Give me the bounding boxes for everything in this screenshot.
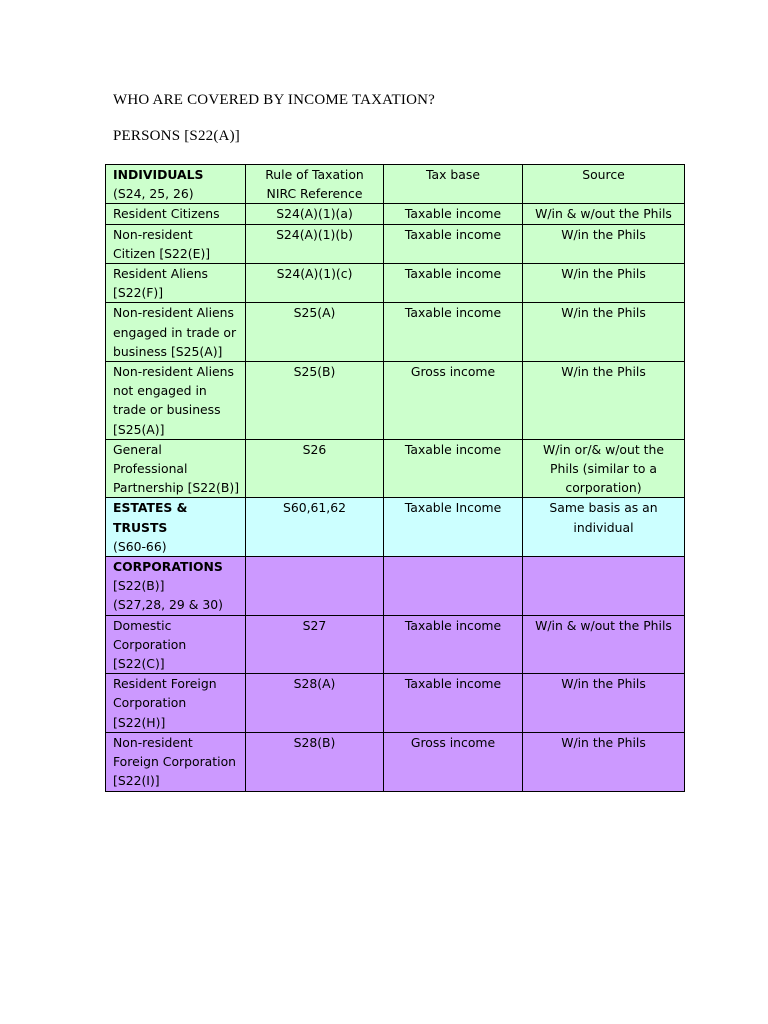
header-category-title: INDIVIDUALS: [113, 167, 204, 182]
taxpayer-line: trade or business: [113, 402, 221, 418]
cell-source: [523, 557, 685, 616]
taxpayer-line: [S22(I)]: [113, 773, 160, 789]
header-category: [106, 165, 246, 204]
header-category-ref: (S24, 25, 26): [113, 186, 194, 202]
cell-rule-reference: S28(B): [246, 732, 384, 791]
source-line: W/in & w/out the Phils: [535, 206, 672, 222]
taxpayer-line: Non-resident: [113, 226, 193, 242]
cell-tax-base: Taxable income: [384, 303, 523, 362]
taxpayer-line: Non-resident: [113, 734, 193, 750]
source-line: W/in the Phils: [561, 364, 646, 380]
cell-tax-base: Gross income: [384, 362, 523, 440]
cell-source: [523, 732, 685, 791]
taxpayer-line: engaged in trade or: [113, 324, 237, 340]
cell-taxpayer: [106, 674, 246, 733]
source-line: W/in the Phils: [561, 676, 646, 692]
source-line: individual: [573, 519, 634, 535]
cell-source: [523, 439, 685, 498]
cell-taxpayer: [106, 439, 246, 498]
source-line: W/in the Phils: [561, 266, 646, 282]
cell-source: [523, 498, 685, 557]
taxpayer-line: Resident Citizens: [113, 206, 220, 222]
taxpayer-line: Non-resident Aliens: [113, 305, 234, 321]
cell-rule-reference: S28(A): [246, 674, 384, 733]
cell-taxpayer: [106, 204, 246, 224]
cell-taxpayer: [106, 498, 246, 557]
source-line: W/in or/& w/out the: [543, 441, 664, 457]
taxation-table: [105, 164, 685, 792]
cell-taxpayer: [106, 362, 246, 440]
cell-tax-base: Taxable income: [384, 615, 523, 674]
taxpayer-line: General: [113, 441, 162, 457]
taxpayer-category-title: ESTATES & TRUSTS: [113, 500, 188, 535]
cell-rule-reference: S27: [246, 615, 384, 674]
cell-source: [523, 224, 685, 263]
cell-source: [523, 615, 685, 674]
taxpayer-line: [S22(F)]: [113, 285, 164, 301]
table-row: [106, 204, 685, 224]
taxpayer-line: (S27,28, 29 & 30): [113, 597, 223, 613]
source-line: Phils (similar to a: [550, 461, 657, 477]
taxpayer-line: Foreign Corporation: [113, 754, 237, 770]
table-row: [106, 557, 685, 616]
cell-taxpayer: [106, 615, 246, 674]
taxpayer-line: not engaged in: [113, 383, 207, 399]
cell-tax-base: Taxable Income: [384, 498, 523, 557]
header-rule-line1: Rule of Taxation: [265, 167, 364, 182]
cell-source: [523, 362, 685, 440]
table-row: [106, 264, 685, 303]
cell-source: [523, 264, 685, 303]
taxpayer-line: Corporation: [113, 695, 187, 711]
cell-tax-base: Gross income: [384, 732, 523, 791]
table-row: [106, 498, 685, 557]
taxpayer-line: Domestic: [113, 617, 172, 633]
header-tax-base: Tax base: [384, 165, 523, 204]
table-row: [106, 439, 685, 498]
cell-tax-base: [384, 557, 523, 616]
source-line: W/in the Phils: [561, 734, 646, 750]
taxpayer-line: Corporation: [113, 636, 187, 652]
source-line: Same basis as an: [549, 500, 658, 516]
section-subtitle: PERSONS [S22(A)]: [113, 128, 240, 144]
cell-taxpayer: [106, 224, 246, 263]
header-rule: [246, 165, 384, 204]
cell-rule-reference: [246, 557, 384, 616]
taxpayer-line: Resident Foreign: [113, 676, 217, 692]
cell-taxpayer: [106, 264, 246, 303]
taxpayer-line: [S22(H)]: [113, 714, 166, 730]
header-source: Source: [523, 165, 685, 204]
cell-source: [523, 204, 685, 224]
table-row: [106, 224, 685, 263]
cell-taxpayer: [106, 732, 246, 791]
header-rule-line2: NIRC Reference: [266, 186, 363, 202]
taxpayer-line: business [S25(A)]: [113, 343, 223, 359]
table-header-row: [106, 165, 685, 204]
cell-tax-base: Taxable income: [384, 264, 523, 303]
source-line: W/in & w/out the Phils: [535, 617, 672, 633]
cell-rule-reference: S25(A): [246, 303, 384, 362]
cell-rule-reference: S60,61,62: [246, 498, 384, 557]
cell-tax-base: Taxable income: [384, 204, 523, 224]
source-line: W/in the Phils: [561, 305, 646, 321]
taxpayer-line: (S60-66): [113, 538, 167, 554]
cell-source: [523, 674, 685, 733]
cell-rule-reference: S26: [246, 439, 384, 498]
taxpayer-line: Professional: [113, 461, 188, 477]
source-line: corporation): [565, 480, 642, 496]
taxpayer-line: Citizen [S22(E)]: [113, 245, 211, 261]
cell-rule-reference: S24(A)(1)(a): [246, 204, 384, 224]
cell-taxpayer: [106, 303, 246, 362]
taxpayer-line: Non-resident Aliens: [113, 364, 234, 380]
source-line: W/in the Phils: [561, 226, 646, 242]
cell-rule-reference: S25(B): [246, 362, 384, 440]
table-row: [106, 362, 685, 440]
cell-source: [523, 303, 685, 362]
cell-rule-reference: S24(A)(1)(b): [246, 224, 384, 263]
cell-taxpayer: [106, 557, 246, 616]
table-row: [106, 615, 685, 674]
taxpayer-line: [S22(B)]: [113, 578, 165, 594]
taxpayer-line: Resident Aliens: [113, 266, 209, 282]
cell-tax-base: Taxable income: [384, 224, 523, 263]
table-row: [106, 674, 685, 733]
table-row: [106, 303, 685, 362]
taxpayer-line: Partnership [S22(B)]: [113, 480, 240, 496]
table-row: [106, 732, 685, 791]
page-title: WHO ARE COVERED BY INCOME TAXATION?: [113, 92, 436, 108]
cell-tax-base: Taxable income: [384, 439, 523, 498]
taxpayer-line: [S25(A)]: [113, 421, 165, 437]
taxpayer-line: [S22(C)]: [113, 656, 165, 672]
cell-tax-base: Taxable income: [384, 674, 523, 733]
taxpayer-category-title: CORPORATIONS: [113, 559, 223, 575]
cell-rule-reference: S24(A)(1)(c): [246, 264, 384, 303]
